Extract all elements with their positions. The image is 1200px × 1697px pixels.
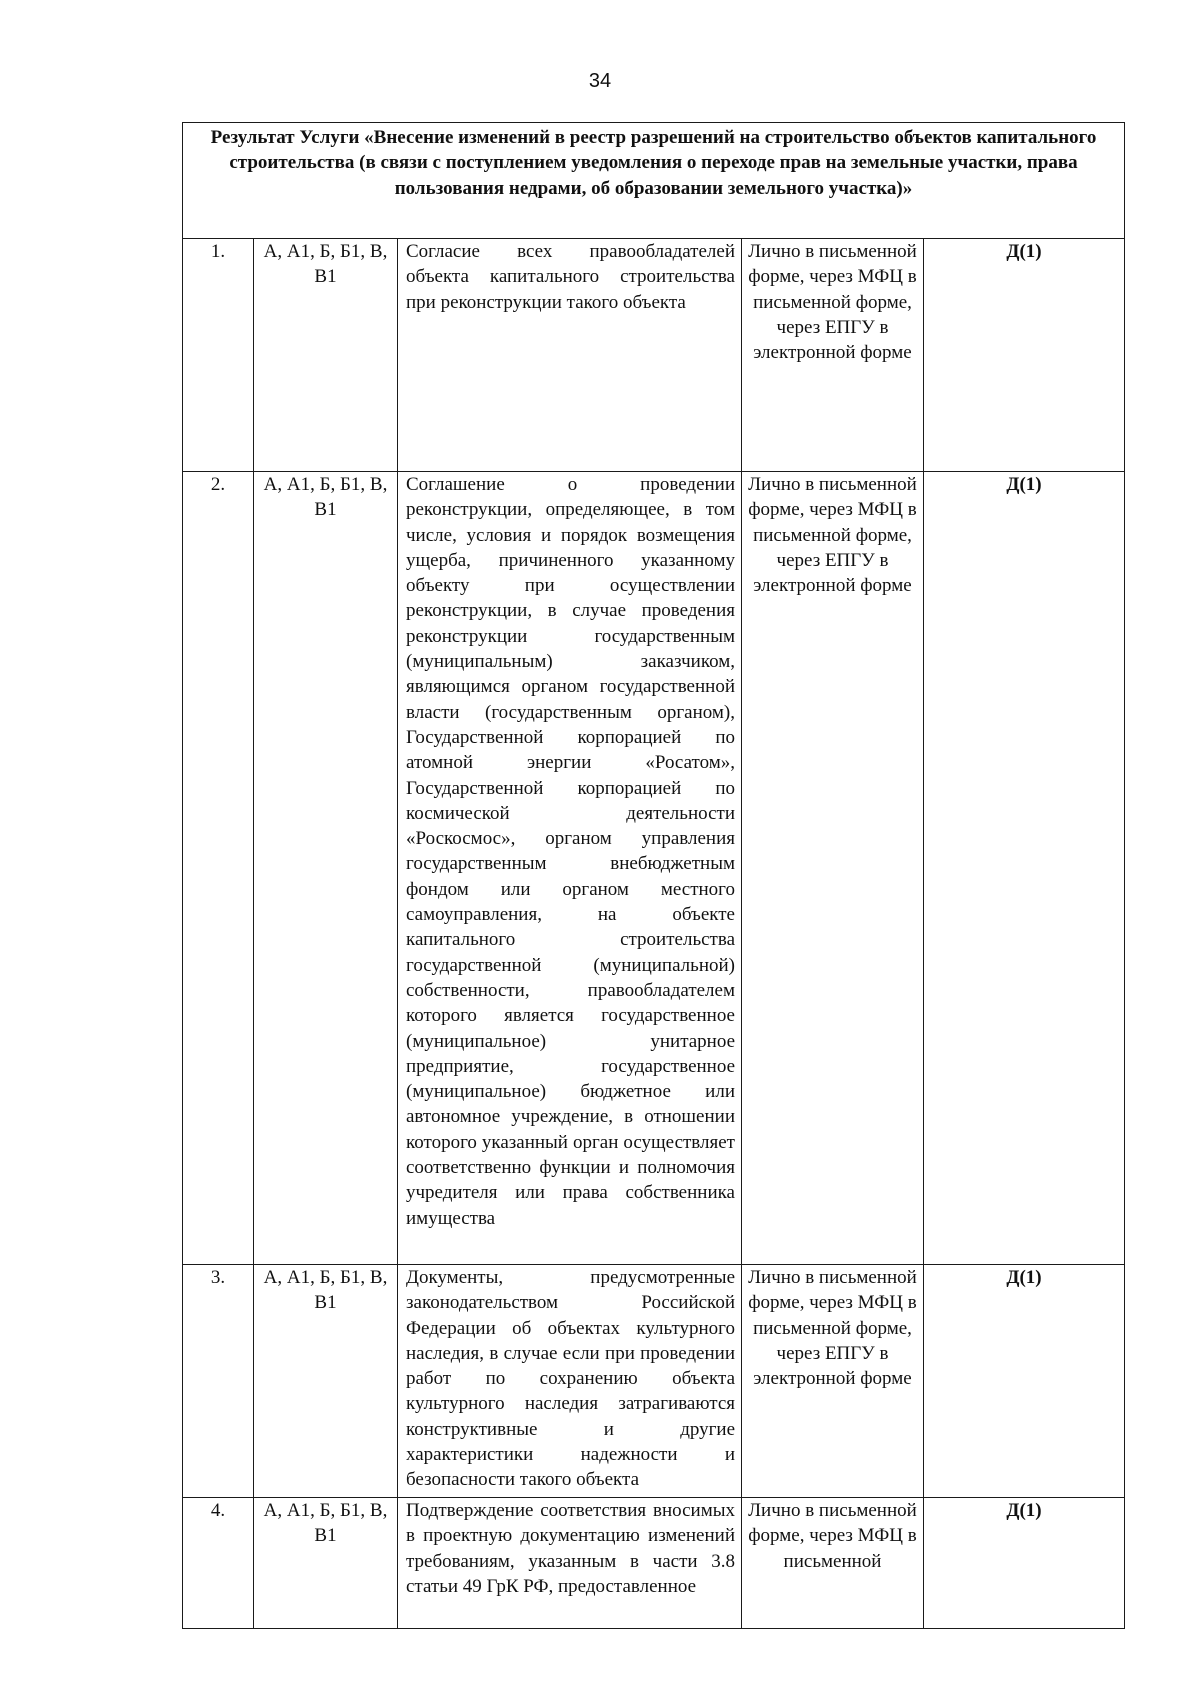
table-header-row	[183, 123, 1125, 239]
document-code: Д(1)	[924, 239, 1125, 472]
applicant-categories: А, А1, Б, Б1, В, В1	[254, 1265, 398, 1498]
submission-method: Лично в письменной форме, через МФЦ в письменной форме, через ЕПГУ в электронной форме	[742, 472, 924, 1265]
applicant-categories: А, А1, Б, Б1, В, В1	[254, 1498, 398, 1629]
submission-method: Лично в письменной форме, через МФЦ в письменной форме, через ЕПГУ в электронной форме	[742, 239, 924, 472]
document-code: Д(1)	[924, 1498, 1125, 1629]
document-code: Д(1)	[924, 472, 1125, 1265]
row-number: 2.	[183, 472, 254, 1265]
table-row	[183, 472, 1125, 1265]
document-description: Согласие всех правообладателей объекта капитального строительства при реконструкции такого объекта	[398, 239, 742, 472]
table-row	[183, 1265, 1125, 1498]
row-number: 1.	[183, 239, 254, 472]
applicant-categories: А, А1, Б, Б1, В, В1	[254, 472, 398, 1265]
document-description: Соглашение о проведении реконструкции, определяющее, в том числе, условия и порядок возмещения ущерба, причиненного указанному объекту при осуществлении реконструкции, в случае проведения реконструкции государственным (муниципальным) заказчиком, являющимся органом государственной власти (государственным органом), Государственной корпорацией по атомной энергии «Росатом», Государственной корпорацией по космической деятельности «Роскосмос», органом управления государственным внебюджетным фондом или органом местного самоуправления, на объекте капитального строительства государственной (муниципальной) собственности, правообладателем которого является государственное (муниципальное) унитарное предприятие, государственное (муниципальное) бюджетное или автономное учреждение, в отношении которого указанный орган осуществляет соответственно функции и полномочия учредителя или права собственника имущества	[398, 472, 742, 1265]
row-number: 3.	[183, 1265, 254, 1498]
table-header: Результат Услуги «Внесение изменений в реестр разрешений на строительство объектов капитального строительства (в связи с поступлением уведомления о переходе прав на земельные участки, права пользования недрами, об образовании земельного участка)»	[183, 123, 1125, 239]
table-row	[183, 239, 1125, 472]
submission-method: Лично в письменной форме, через МФЦ в письменной	[742, 1498, 924, 1629]
applicant-categories: А, А1, Б, Б1, В, В1	[254, 239, 398, 472]
document-description: Документы, предусмотренные законодательством Российской Федерации об объектах культурного наследия, в случае если при проведении работ по сохранению объекта культурного наследия затрагиваются конструктивные и другие характеристики надежности и безопасности такого объекта	[398, 1265, 742, 1498]
documents-table	[182, 122, 1125, 1629]
table-row	[183, 1498, 1125, 1629]
submission-method: Лично в письменной форме, через МФЦ в письменной форме, через ЕПГУ в электронной форме	[742, 1265, 924, 1498]
page-number: 34	[588, 70, 612, 92]
row-number: 4.	[183, 1498, 254, 1629]
document-code: Д(1)	[924, 1265, 1125, 1498]
document-description: Подтверждение соответствия вносимых в проектную документацию изменений требованиям, указанным в части 3.8 статьи 49 ГрК РФ, предоставленное	[398, 1498, 742, 1629]
